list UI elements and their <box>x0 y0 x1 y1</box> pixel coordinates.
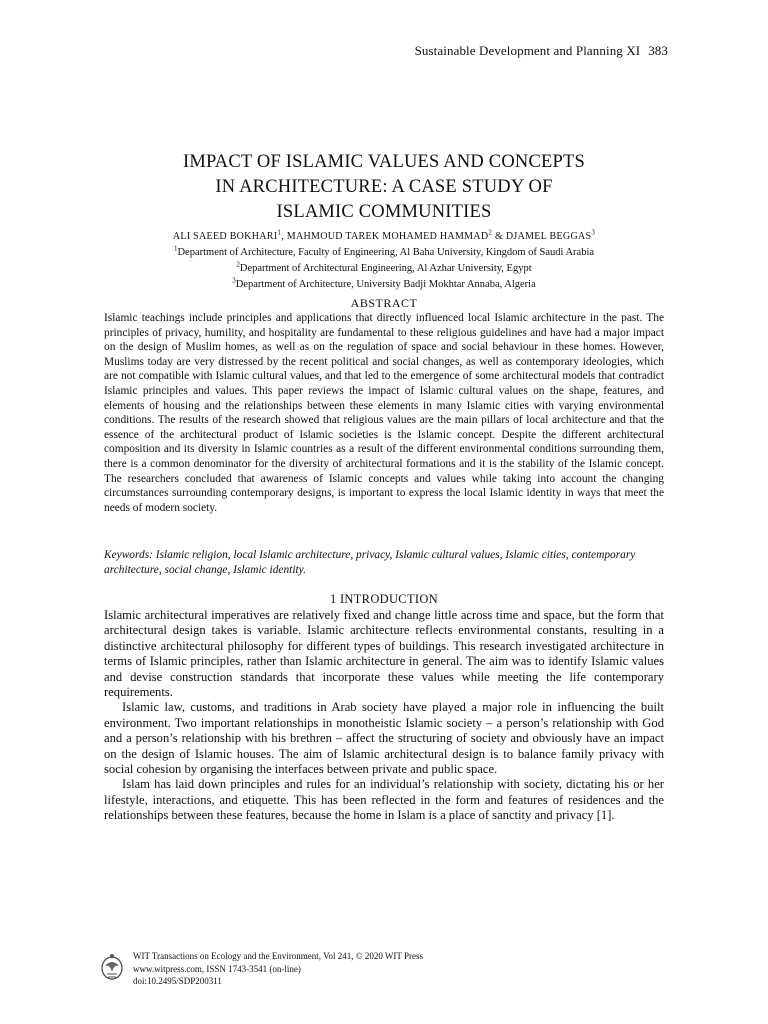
page-number: 383 <box>648 43 668 58</box>
author-1-affiliation-mark: 1 <box>277 228 282 237</box>
author-names <box>104 229 664 245</box>
affiliation-1 <box>104 245 664 261</box>
paper-title <box>104 150 664 225</box>
affiliation-mark: 3 <box>232 276 236 285</box>
paragraph: Islam has laid down principles and rules for an individual’s relationship with society, dictating his or her lifestyle, interactions, and etiquette. This has been reflected in the form and features of residences and the relationships between these features, because the home in Islam is a place of sanctity and privacy [1]. <box>104 777 664 823</box>
affiliation-mark: 1 <box>173 244 178 253</box>
author-2-affiliation-mark: 2 <box>488 228 493 237</box>
title-line-3: ISLAMIC COMMUNITIES <box>276 202 492 222</box>
affiliation-text: Department of Architecture, Faculty of Engineering, Al Baha University, Kingdom of Saudi Arabia <box>177 247 595 258</box>
author-2: MAHMOUD TAREK MOHAMED HAMMAD <box>286 231 489 242</box>
section-heading-introduction: 1 INTRODUCTION <box>329 592 438 606</box>
abstract-heading: ABSTRACT <box>350 296 418 310</box>
page-footer <box>100 950 500 988</box>
footer-publication: WIT Transactions on Ecology and the Environment, Vol 241, © 2020 WIT Press <box>133 951 423 961</box>
author-3-affiliation-mark: 3 <box>591 228 596 237</box>
introduction-body <box>104 608 664 824</box>
affiliation-2 <box>104 261 664 277</box>
footer-doi: doi:10.2495/SDP200311 <box>133 976 222 986</box>
title-line-1: IMPACT OF ISLAMIC VALUES AND CONCEPTS <box>183 152 585 172</box>
affiliation-text: Department of Architecture, University Badji Mokhtar Annaba, Algeria <box>235 279 536 290</box>
wit-press-logo-icon <box>100 952 124 982</box>
author-1: ALI SAEED BOKHARI <box>172 231 278 242</box>
footer-website-issn: www.witpress.com, ISSN 1743-3541 (on-line) <box>133 963 301 974</box>
affiliation-text: Department of Architectural Engineering, Al Azhar University, Egypt <box>239 263 532 274</box>
affiliation-3 <box>104 277 664 293</box>
journal-title: Sustainable Development and Planning XI <box>414 43 641 58</box>
author-3: DJAMEL BEGGAS <box>505 231 592 242</box>
keywords: Keywords: Islamic religion, local Islamic architecture, privacy, Islamic cultural values, Islamic cities, contemporary architecture, social change, Islamic identity. <box>104 549 636 576</box>
author-block <box>104 229 664 293</box>
affiliation-mark: 2 <box>236 260 240 269</box>
paragraph: Islamic architectural imperatives are relatively fixed and change little across time and space, but the form that architectural design takes is variable. Islamic architecture reflects environmental constants, resulting in a distinctive architectural philosophy for different types of buildings. This research investigated architecture in terms of Islamic principles, rather than Islamic architecture in general. The aim was to identify Islamic values and devise construction standards that incorporate these values while meeting the life contemporary requirements. <box>104 608 664 700</box>
author-separator: & <box>492 231 506 242</box>
abstract-text: Islamic teachings include principles and applications that directly influenced local Islamic architecture in the past. The principles of privacy, humility, and hospitality are fundamental to these religious guidelines and have had a major impact on the design of Muslim homes, as well as on the regulation of space and social behaviour in these homes. However, Muslims today are very distressed by the recent political and social changes, as well as contemporary ideologies, which are not compatible with Islamic cultural values, and that led to the emergence of some architectural models that contradict Islamic principles and values. This paper reviews the impact of Islamic cultural values on the shape, features, and elements of housing and the relationships between these elements in many Islamic cities with varying environmental conditions. The results of the research showed that religious values are the main pillars of local architecture and that the essence of the architectural product of Islamic societies is the Islamic concept. Despite the different architectural composition and its diversity in Islamic countries as a result of the different environmental conditions surrounding them, there is a common denominator for the diversity of architectural formations and it is the stability of the Islamic concept. The researchers concluded that awareness of Islamic concepts and values while taking into account the changing circumstances surrounding contemporary designs, is important to express the local Islamic identity in ways that meet the needs of modern society. <box>104 312 664 514</box>
title-line-2: IN ARCHITECTURE: A CASE STUDY OF <box>215 177 553 197</box>
author-separator: , <box>281 231 287 242</box>
paragraph: Islamic law, customs, and traditions in Arab society have played a major role in influencing the built environment. Two important relationships in monotheistic Islamic society – a person’s relationship with God and a person’s relationship with his brethren – affect the structuring of society and obviously have an impact on the design of Islamic houses. The aim of Islamic architectural design is to balance family privacy with social cohesion by organising the interfaces between private and public space. <box>104 700 664 777</box>
running-header <box>415 43 668 59</box>
